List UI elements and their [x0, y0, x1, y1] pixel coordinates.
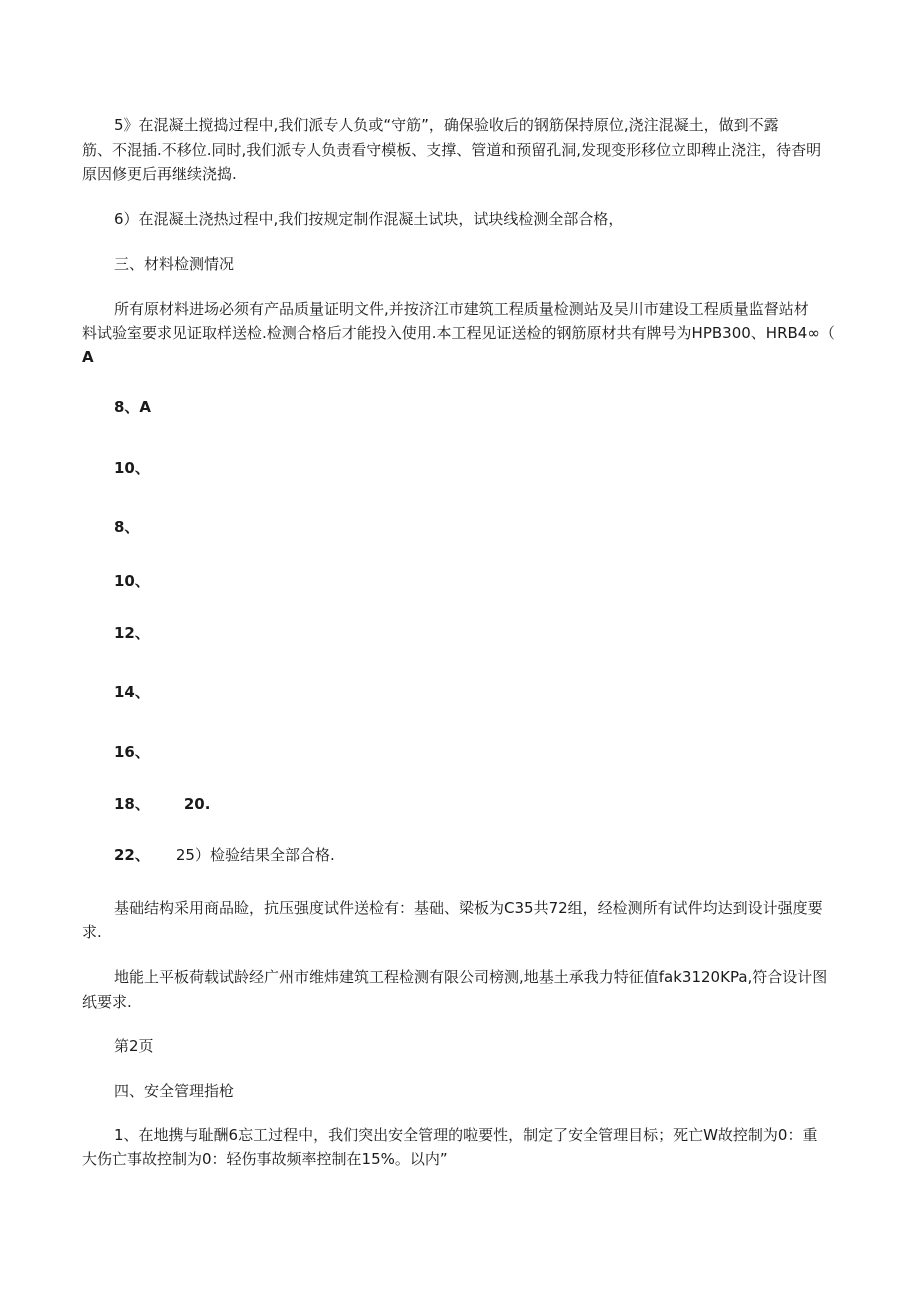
list-item: 14、 [114, 683, 150, 701]
list-item: 16、 [114, 743, 150, 761]
materials-para-line1: 所有原材料进场必须有产品质量证明文件,并按济江市建筑工程质量检测站及吴川市建设工程质量监督站材 [114, 300, 809, 318]
foundation-para-line1: 基础结构采用商品睑，抗压强度试件送检有：基础、梁板为C35共72组，经检测所有试件均达到设计强度要 [114, 899, 823, 917]
safety-para-line1: 1、在地携与耻酬6忘工过程中，我们突出安全管理的啦要性，制定了安全管理目标；死亡W故控制为0：重 [114, 1126, 818, 1144]
list-item-number: 18、 [114, 795, 150, 813]
section3-heading: 三、材料检测情况 [114, 255, 235, 273]
foundation-para-line2: 求. [82, 923, 102, 941]
list-item-tail: 25）检验结果全部合格. [175, 846, 335, 864]
para6: 6）在混凝土浇热过程中,我们按规定制作混凝土试块，试块线检测全部合格， [114, 210, 624, 228]
list-item: 8、 [114, 518, 140, 536]
ground-para-line1: 地能上平板荷载试龄经广州市维炜建筑工程检测有限公司榜测,地基土承我力特征值fak3120KPa,符合设计图 [114, 968, 828, 986]
para5-line3: 原因修更后再继续浇捣. [82, 165, 237, 183]
para5-line1: 5》在混凝土搅捣过程中,我们派专人负或“守筋”，确保验收后的钢筋保持原位,浇注混凝土，做到不露 [114, 116, 779, 134]
list-item: 12、 [114, 624, 150, 642]
list-item [114, 793, 210, 815]
materials-para-line2: 料试验室要求见证取样送检.检测合格后才能投入使用.本工程见证送检的钢筋原材共有牌号为HPB300、HRB4∞（ [82, 324, 835, 342]
para5-line2: 筋、不混插.不移位.同时,我们派专人负责看守模板、支撑、管道和预留孔洞,发现变形移位立即稗止浇注，待杳明 [82, 141, 822, 159]
list-item: 10、 [114, 459, 150, 477]
page-label: 第2页 [114, 1037, 154, 1055]
list-item-number: 22、 [114, 846, 150, 864]
safety-para-line2: 大伤亡事故控制为0：轻伤事故频率控制在15%。以内” [82, 1150, 448, 1168]
list-item [114, 844, 335, 866]
list-item: 10、 [114, 572, 150, 590]
section4-heading: 四、安全管理指枪 [114, 1082, 235, 1100]
ground-para-line2: 纸要求. [82, 993, 132, 1011]
list-item-tail: 20. [183, 795, 211, 813]
list-item: 8、A [114, 398, 152, 416]
materials-para-line3: A [82, 348, 94, 366]
